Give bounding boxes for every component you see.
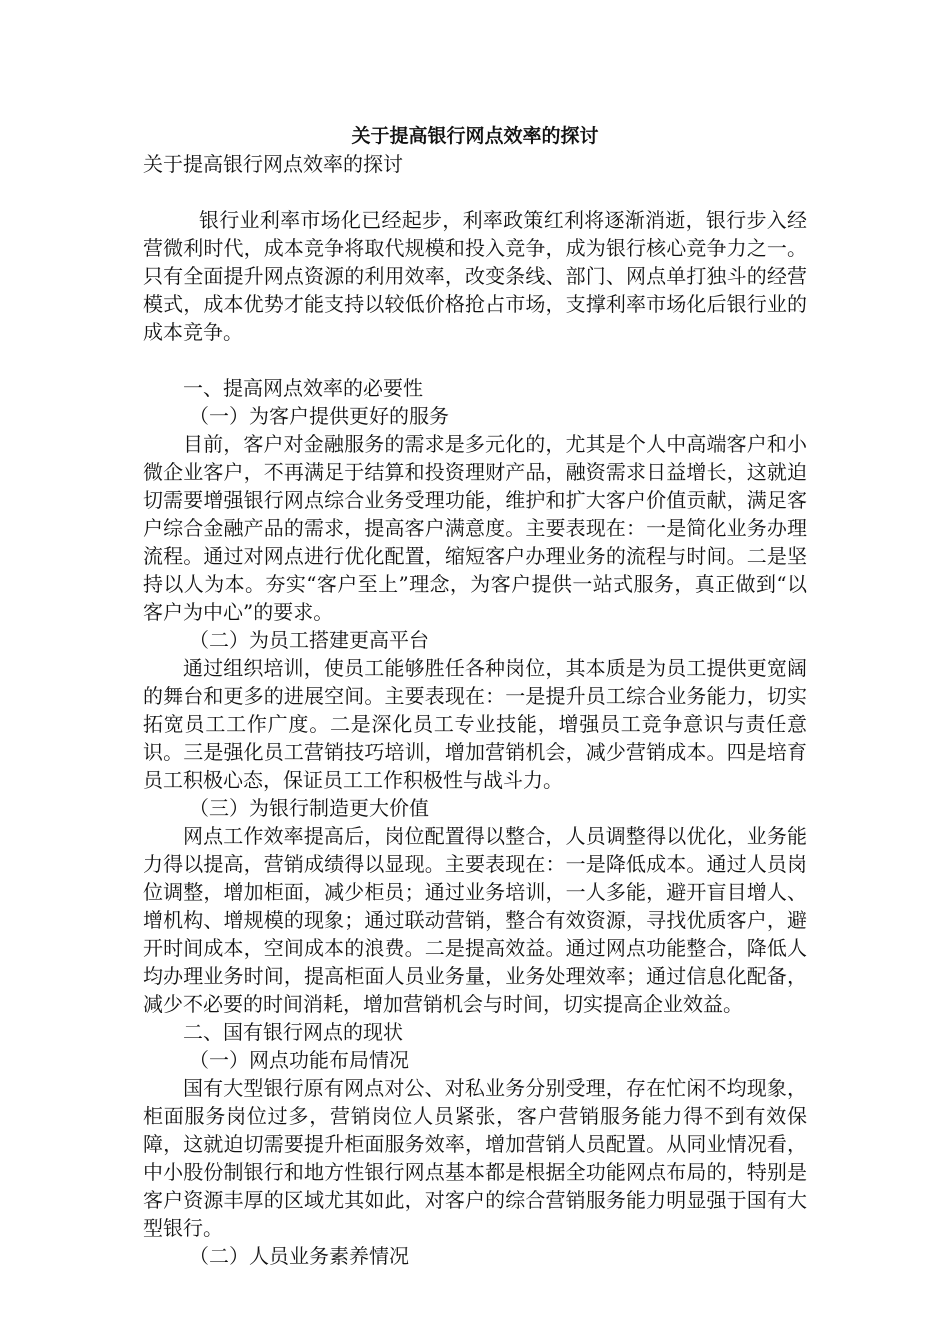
section-2-heading: 二、国有银行网点的现状 — [183, 1020, 403, 1044]
section-2-2-heading: （二）人员业务素养情况 — [189, 1244, 409, 1268]
intro-paragraph: 银行业利率市场化已经起步，利率政策红利将逐渐消逝，银行步入经营微利时代，成本竞争将取代规模和投入竞争，成为银行核心竞争力之一。只有全面提升网点资源的利用效率，改变条线、部门、网点单打独斗的经营模式，成本优势才能支持以较低价格抢占市场，支撑利率市场化后银行业的成本竞争。 — [143, 208, 807, 344]
document-subtitle: 关于提高银行网点效率的探讨 — [143, 152, 403, 176]
section-1-3-paragraph: 网点工作效率提高后，岗位配置得以整合，人员调整得以优化，业务能力得以提高，营销成绩得以显现。主要表现在：一是降低成本。通过人员岗位调整，增加柜面，减少柜员；通过业务培训，一人多能，避开盲目增人、增机构、增规模的现象；通过联动营销，整合有效资源，寻找优质客户，避开时间成本，空间成本的浪费。二是提高效益。通过网点功能整合，降低人均办理业务时间，提高柜面人员业务量，业务处理效率；通过信息化配备，减少不必要的时间消耗，增加营销机会与时间，切实提高企业效益。 — [143, 824, 807, 1016]
section-1-heading: 一、提高网点效率的必要性 — [183, 376, 423, 400]
section-1-2-heading: （二）为员工搭建更高平台 — [189, 628, 429, 652]
section-2-1-paragraph: 国有大型银行原有网点对公、对私业务分别受理，存在忙闲不均现象，柜面服务岗位过多，营销岗位人员紧张，客户营销服务能力得不到有效保障，这就迫切需要提升柜面服务效率，增加营销人员配置。从同业情况看，中小股份制银行和地方性银行网点基本都是根据全功能网点布局的，特别是客户资源丰厚的区域尤其如此，对客户的综合营销服务能力明显强于国有大型银行。 — [143, 1076, 807, 1240]
document-body — [143, 150, 807, 1270]
section-1-3-heading: （三）为银行制造更大价值 — [189, 796, 429, 820]
document-title: 关于提高银行网点效率的探讨 — [351, 125, 599, 147]
section-1-2-paragraph: 通过组织培训，使员工能够胜任各种岗位，其本质是为员工提供更宽阔的舞台和更多的进展空间。主要表现在：一是提升员工综合业务能力，切实拓宽员工工作广度。二是深化员工专业技能，增强员工竞争意识与责任意识。三是强化员工营销技巧培训，增加营销机会，减少营销成本。四是培育员工积极心态，保证员工工作积极性与战斗力。 — [143, 656, 807, 792]
section-1-1-paragraph: 目前，客户对金融服务的需求是多元化的，尤其是个人中高端客户和小微企业客户，不再满足于结算和投资理财产品，融资需求日益增长，这就迫切需要增强银行网点综合业务受理功能，维护和扩大客户价值贡献，满足客户综合金融产品的需求，提高客户满意度。主要表现在：一是简化业务办理流程。通过对网点进行优化配置，缩短客户办理业务的流程与时间。二是坚持以人为本。夯实“客户至上”理念，为客户提供一站式服务，真正做到“以客户为中心”的要求。 — [143, 432, 807, 624]
section-2-1-heading: （一）网点功能布局情况 — [189, 1048, 409, 1072]
section-1-1-heading: （一）为客户提供更好的服务 — [189, 404, 449, 428]
